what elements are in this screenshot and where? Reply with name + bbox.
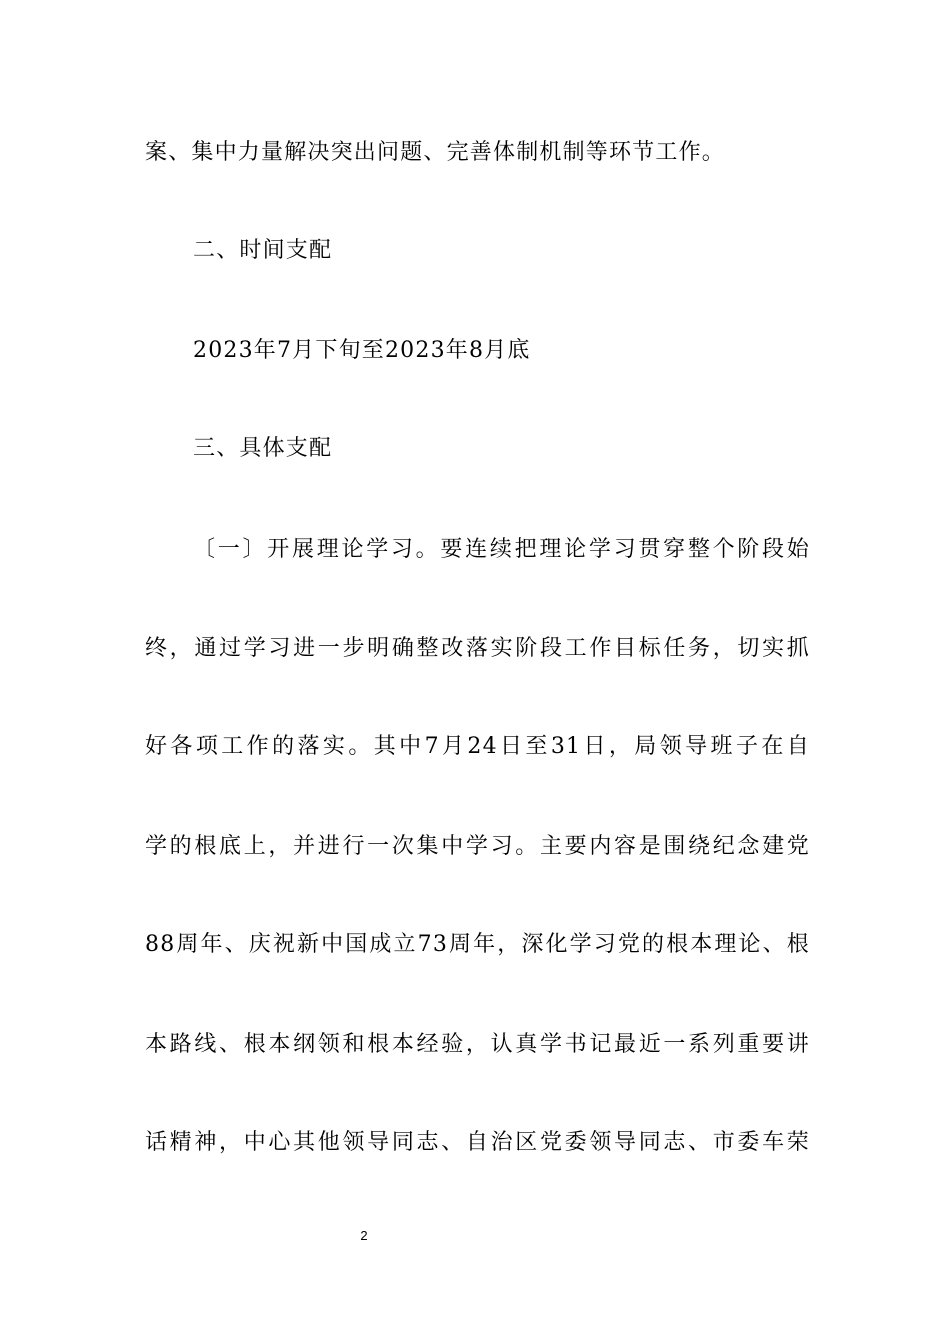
paragraph-line: 好各项工作的落实。其中7月24日至31日，局领导班子在自 [145, 734, 810, 759]
paragraph-line: 88周年、庆祝新中国成立73周年，深化学习党的根本理论、根 [145, 932, 810, 957]
paragraph-line: 本路线、根本纲领和根本经验，认真学书记最近一系列重要讲 [145, 1032, 810, 1057]
paragraph-line: 案、集中力量解决突出问题、完善体制机制等环节工作。 [145, 140, 726, 165]
paragraph-line: 学的根底上，并进行一次集中学习。主要内容是围绕纪念建党 [145, 834, 810, 859]
paragraph-line: 终，通过学习进一步明确整改落实阶段工作目标任务，切实抓 [145, 636, 810, 661]
section-heading-time: 二、时间支配 [193, 238, 333, 263]
date-range-text: 2023年7月下旬至2023年8月底 [193, 338, 531, 363]
paragraph-line: 〔一〕开展理论学习。要连续把理论学习贯穿整个阶段始 [193, 537, 810, 562]
paragraph-line: 话精神，中心其他领导同志、自治区党委领导同志、市委车荣 [145, 1130, 810, 1155]
page-number: 2 [360, 1228, 368, 1243]
section-heading-arrangement: 三、具体支配 [193, 436, 333, 461]
